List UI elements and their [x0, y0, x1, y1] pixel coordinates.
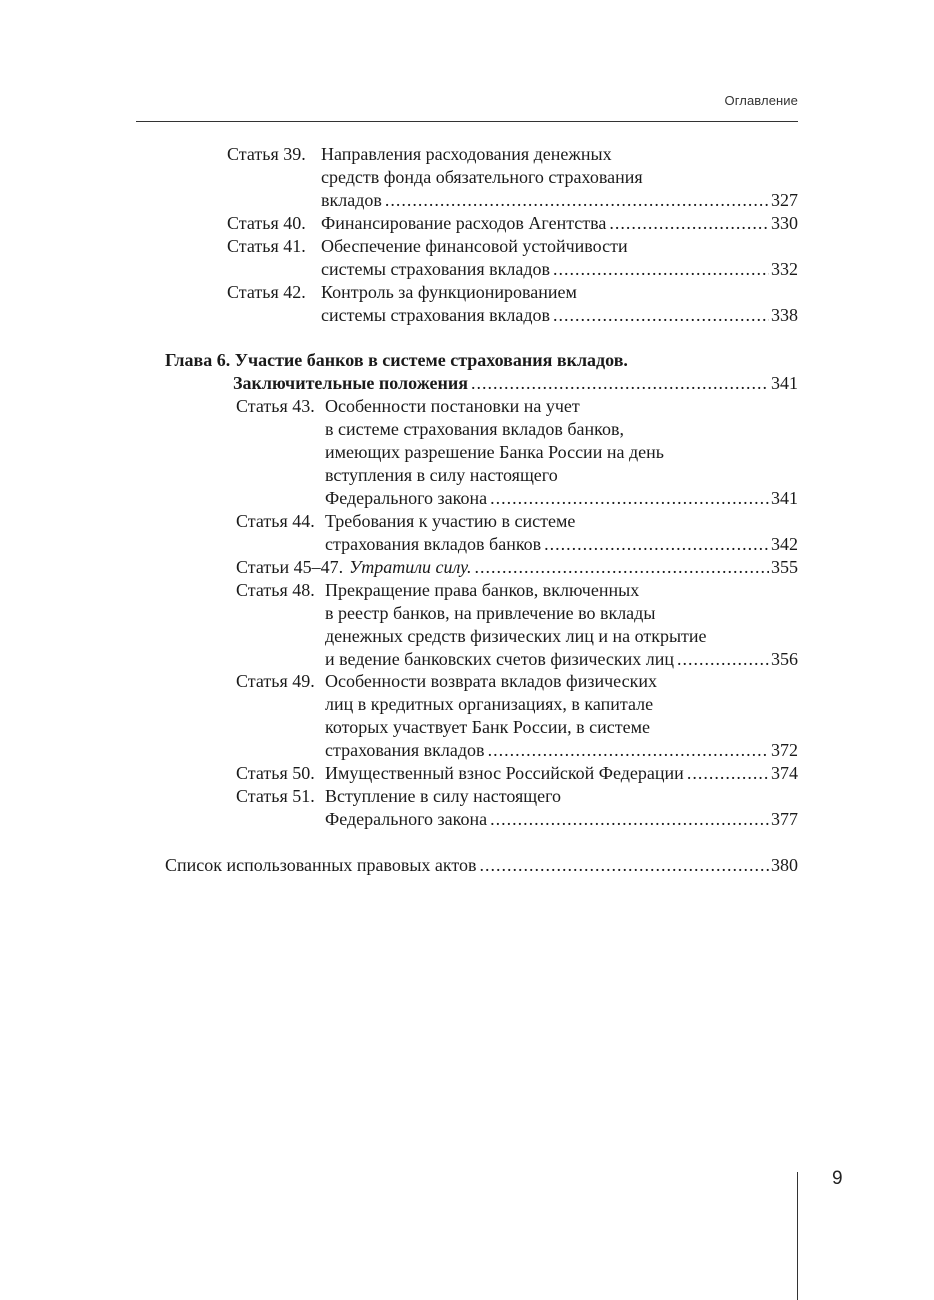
- toc-page-number: 380: [771, 855, 798, 875]
- toc-leader-dots: [677, 648, 769, 671]
- toc-entry-title: страхования вкладов банков: [325, 534, 542, 554]
- toc-entry-title: Вступление в силу настоящего: [325, 786, 562, 806]
- toc-entry-title: лиц в кредитных организациях, в капитале: [325, 694, 654, 714]
- toc-article-label: Статья 51.: [236, 786, 315, 806]
- toc-entry-title: Утратили силу.: [349, 557, 472, 577]
- toc-entry-art50[interactable]: [236, 762, 798, 785]
- toc-entry-sources[interactable]: [165, 854, 798, 877]
- toc-page-number: 330: [771, 213, 798, 233]
- toc-page-number: 341: [771, 488, 798, 508]
- toc-entry-art49-line1[interactable]: [236, 670, 798, 693]
- toc-article-label: Статья 49.: [236, 671, 315, 691]
- toc-entry-art42-line1[interactable]: [227, 281, 798, 304]
- toc-entry-art39-line1[interactable]: [227, 143, 798, 166]
- toc-leader-dots: [385, 189, 769, 212]
- toc-article-label: Статьи 45–47.: [236, 557, 344, 577]
- toc-leader-dots: [488, 739, 769, 762]
- toc-entry-art43-line3[interactable]: [325, 441, 798, 464]
- toc-entry-title: Требования к участию в системе: [325, 511, 576, 531]
- toc-entry-title: и ведение банковских счетов физических лиц: [325, 649, 674, 669]
- toc-entry-art40[interactable]: [227, 212, 798, 235]
- toc-entry-art51-line2[interactable]: [325, 808, 798, 831]
- toc-entry-title: вступления в силу настоящего: [325, 465, 558, 485]
- toc-entry-art48-line1[interactable]: [236, 579, 798, 602]
- toc-entry-title: денежных средств физических лиц и на открытие: [325, 626, 707, 646]
- toc-leader-dots: [475, 556, 769, 579]
- toc-page-number: 332: [771, 259, 798, 279]
- toc-entry-art39-line3[interactable]: [321, 189, 798, 212]
- toc-leader-dots: [609, 212, 769, 235]
- toc-entry-title: в системе страхования вкладов банков,: [325, 419, 625, 439]
- toc-entry-title: системы страхования вкладов: [321, 305, 550, 325]
- toc-entry-art48-line3[interactable]: [325, 625, 798, 648]
- toc-page-number: 341: [771, 373, 798, 393]
- toc-entry-title: в реестр банков, на привлечение во вклады: [325, 603, 656, 623]
- toc-entry-art49-line2[interactable]: [325, 693, 798, 716]
- toc-entry-art43-line1[interactable]: [236, 395, 798, 418]
- toc-entry-title: Особенности возврата вкладов физических: [325, 671, 657, 691]
- toc-entry-art49-line4[interactable]: [325, 739, 798, 762]
- toc-entry-art51-line1[interactable]: [236, 785, 798, 808]
- toc-entry-title: вкладов: [321, 190, 382, 210]
- toc-page-number: 372: [771, 740, 798, 760]
- toc-leader-dots: [687, 762, 769, 785]
- page-number-divider: [797, 1172, 798, 1300]
- toc-entry-title: страхования вкладов: [325, 740, 485, 760]
- toc-page-number: 356: [771, 649, 798, 669]
- toc-entry-art44-line1[interactable]: [236, 510, 798, 533]
- toc-entry-art48-line2[interactable]: [325, 602, 798, 625]
- page-number: 9: [832, 1168, 843, 1189]
- toc-chapter-title: Заключительные положения: [233, 373, 468, 393]
- toc-page-number: 342: [771, 534, 798, 554]
- toc-chapter-6-line2[interactable]: [233, 372, 798, 395]
- toc-leader-dots: [490, 487, 769, 510]
- toc-entry-title: имеющих разрешение Банка России на день: [325, 442, 664, 462]
- toc-entry-title: Контроль за функционированием: [321, 282, 577, 302]
- toc-entry-art43-line2[interactable]: [325, 418, 798, 441]
- toc-entry-title: Федерального закона: [325, 809, 488, 829]
- toc-page-number: 338: [771, 305, 798, 325]
- toc-entry-art43-line4[interactable]: [325, 464, 798, 487]
- toc-article-label: Статья 39.: [227, 144, 306, 164]
- toc-entry-art41-line1[interactable]: [227, 235, 798, 258]
- toc-entry-title: Финансирование расходов Агентства: [321, 213, 607, 233]
- toc-leader-dots: [553, 304, 769, 327]
- toc-entry-title: Список использованных правовых актов: [165, 855, 477, 875]
- toc-entry-art43-line5[interactable]: [325, 487, 798, 510]
- toc-page-number: 377: [771, 809, 798, 829]
- toc-entry-title: которых участвует Банк России, в системе: [325, 717, 651, 737]
- toc-article-label: Статья 40.: [227, 213, 306, 233]
- toc-entry-art49-line3[interactable]: [325, 716, 798, 739]
- toc-article-label: Статья 42.: [227, 282, 306, 302]
- toc-entry-art39-line2[interactable]: [321, 166, 798, 189]
- toc-article-label: Статья 43.: [236, 396, 315, 416]
- toc-entry-title: Прекращение права банков, включенных: [325, 580, 640, 600]
- running-header: Оглавление: [724, 93, 798, 108]
- toc-entry-art45-47[interactable]: [236, 556, 798, 579]
- toc-page-number: 327: [771, 190, 798, 210]
- toc-entry-title: Направления расходования денежных: [321, 144, 612, 164]
- toc-article-label: Статья 44.: [236, 511, 315, 531]
- toc-chapter-6-line1[interactable]: [165, 349, 798, 372]
- toc-article-label: Статья 41.: [227, 236, 306, 256]
- header-divider: [136, 121, 798, 122]
- toc-leader-dots: [490, 808, 769, 831]
- toc-chapter-title: Глава 6. Участие банков в системе страхования вкладов.: [165, 350, 628, 370]
- toc-article-label: Статья 48.: [236, 580, 315, 600]
- toc-entry-art48-line4[interactable]: [325, 648, 798, 671]
- toc-entry-title: Обеспечение финансовой устойчивости: [321, 236, 628, 256]
- toc-leader-dots: [480, 854, 769, 877]
- toc-entry-title: Особенности постановки на учет: [325, 396, 580, 416]
- toc-entry-title: Федерального закона: [325, 488, 488, 508]
- toc-entry-title: системы страхования вкладов: [321, 259, 550, 279]
- toc-entry-title: Имущественный взнос Российской Федерации: [325, 763, 684, 783]
- toc-page-number: 374: [771, 763, 798, 783]
- toc-page-number: 355: [771, 557, 798, 577]
- toc-entry-art42-line2[interactable]: [321, 304, 798, 327]
- toc-leader-dots: [553, 258, 769, 281]
- toc-leader-dots: [471, 372, 769, 395]
- toc-article-label: Статья 50.: [236, 763, 315, 783]
- toc-leader-dots: [544, 533, 769, 556]
- toc-entry-art41-line2[interactable]: [321, 258, 798, 281]
- toc-entry-title: средств фонда обязательного страхования: [321, 167, 643, 187]
- toc-entry-art44-line2[interactable]: [325, 533, 798, 556]
